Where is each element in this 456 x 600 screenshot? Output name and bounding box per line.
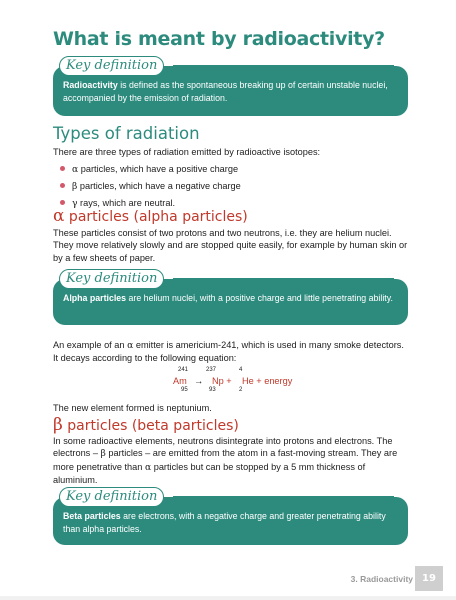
footer-divider [0, 596, 456, 600]
arrow-icon: → [194, 376, 204, 386]
section-heading-alpha-text: particles (alpha particles) [64, 209, 248, 225]
he-atomic-number: 2 [239, 387, 243, 393]
types-intro: There are three types of radiation emitted by radioactive isotopes: [53, 147, 321, 157]
key-definition-rule [173, 496, 394, 498]
key-definition-body: are electrons, with a negative charge and greater penetrating ability than alpha particles. [63, 511, 386, 534]
am-symbol: Am [173, 376, 187, 386]
key-definition-tag [59, 269, 164, 289]
alpha-symbol: α [53, 206, 65, 226]
bullet-icon [60, 183, 65, 188]
beta-symbol: β [100, 448, 106, 460]
alpha-paragraph: These particles consist of two protons and two neutrons, i.e. they are helium nuclei. They move relatively slowly and are stopped quite easily, for example by human skin or by a few sheets of paper. [53, 228, 408, 263]
americium-paragraph [53, 339, 408, 365]
footer-chapter-text: 3. Radioactivity [350, 574, 413, 584]
bullet-icon [60, 166, 65, 171]
key-definition-body: are helium nuclei, with a positive charge and little penetrating ability. [126, 293, 393, 303]
alpha-symbol: α [144, 461, 152, 473]
radiation-symbol: γ [72, 198, 78, 209]
key-definition-tag [59, 487, 164, 507]
he-mass-number: 4 [239, 367, 243, 373]
list-item [60, 180, 241, 197]
example-text-end: emitter is americium-241, which is used in many smoke detectors. It decays according to the following equation: [53, 340, 404, 364]
key-definition-tag [59, 56, 164, 76]
section-heading-beta-text: particles (beta particles) [62, 418, 239, 434]
key-definition-title: Key definition [66, 271, 158, 286]
beta-paragraph [53, 435, 408, 487]
decay-equation [150, 365, 310, 397]
am-mass-number: 241 [178, 367, 189, 373]
bullet-icon [60, 200, 65, 205]
beta-text-3: particles but can be stopped by a 5 mm thickness of aluminium. [53, 461, 366, 486]
key-definition-body: is defined as the spontaneous breaking up of certain unstable nuclei, accompanied by the emission of radiation. [63, 80, 388, 103]
key-definition-term: Beta particles [63, 511, 121, 521]
key-definition-title: Key definition [66, 58, 158, 73]
radiation-symbol: β [72, 181, 78, 192]
am-atomic-number: 95 [181, 387, 188, 393]
np-symbol: Np + [212, 376, 232, 386]
list-item-text: rays, which are neutral. [77, 198, 176, 208]
footer-chapter-label [351, 574, 413, 584]
beta-text-1: In some radioactive elements, neutrons disintegrate into protons and electrons. The electrons – [53, 436, 393, 459]
key-definition-term: Radioactivity [63, 80, 118, 90]
np-atomic-number: 93 [209, 387, 216, 393]
radiation-symbol: α [72, 164, 79, 175]
section-heading-types: Types of radiation [53, 124, 200, 143]
page-title: What is meant by radioactivity? [53, 28, 385, 50]
np-mass-number: 237 [206, 367, 217, 373]
section-heading-beta [53, 415, 239, 435]
list-item [60, 163, 241, 180]
key-definition-radioactivity [53, 58, 408, 116]
alpha-symbol: α [127, 340, 134, 351]
example-text-start: An example of an [53, 340, 128, 350]
neptunium-text: The new element formed is neptunium. [53, 403, 212, 413]
page-number: 19 [415, 566, 443, 591]
key-definition-text [63, 510, 396, 536]
key-definition-text [63, 79, 396, 105]
list-item-text: particles, which have a negative charge [77, 181, 241, 191]
key-definition-title: Key definition [66, 489, 158, 504]
section-heading-alpha [53, 206, 248, 226]
key-definition-rule [173, 278, 394, 280]
key-definition-alpha [53, 271, 408, 325]
he-symbol: He + energy [242, 376, 293, 386]
list-item-text: particles, which have a positive charge [78, 164, 239, 174]
beta-text-2: particles – are emitted from the atom in a fast-moving stream. They are more penetrative than [53, 448, 398, 472]
key-definition-text [63, 292, 396, 305]
key-definition-term: Alpha particles [63, 293, 127, 303]
key-definition-rule [173, 65, 394, 67]
key-definition-beta [53, 489, 408, 545]
beta-symbol: β [53, 415, 63, 435]
